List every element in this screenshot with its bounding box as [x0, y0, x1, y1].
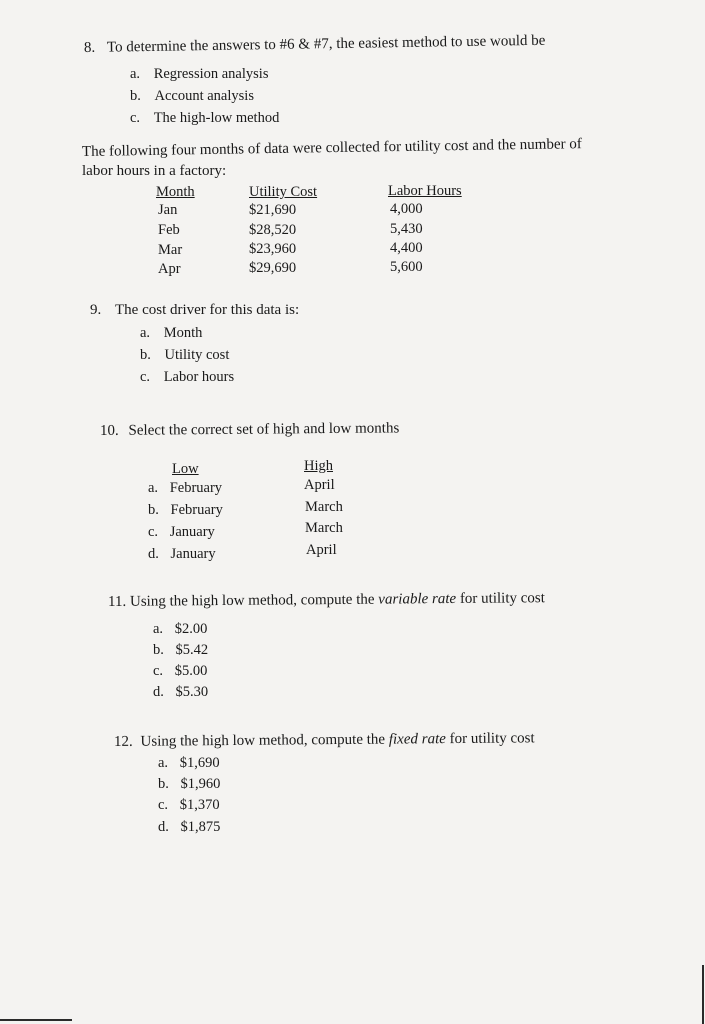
table-cell: Feb	[158, 222, 180, 238]
table-cell: 4,400	[390, 240, 423, 256]
table-header-month: Month	[156, 184, 195, 200]
table-cell: 5,430	[390, 221, 423, 237]
question-number: 9.	[90, 302, 102, 318]
table-cell: 4,000	[390, 201, 423, 217]
table-header-utility-cost: Utility Cost	[249, 184, 318, 200]
table-cell: Jan	[158, 202, 178, 218]
scan-edge-bottom	[0, 1019, 72, 1021]
scan-edge-right	[702, 965, 704, 1024]
question-9	[90, 302, 299, 319]
q8-option-c: c. The high-low method	[130, 110, 280, 126]
question-text: Using the high low method, compute the variable rate for utility cost	[129, 590, 545, 610]
q11-option-b: b. $5.42	[153, 642, 209, 658]
q10-header-high: High	[304, 458, 333, 474]
q12-option-a: a. $1,690	[158, 755, 220, 771]
question-text: Select the correct set of high and low months	[128, 420, 400, 439]
question-11	[108, 590, 545, 611]
table-cell: 5,600	[390, 259, 423, 275]
question-12	[114, 730, 535, 751]
question-text: Using the high low method, compute the fixed rate for utility cost	[140, 730, 535, 750]
q8-option-b: b. Account analysis	[130, 88, 254, 104]
q12-option-d: d. $1,875	[158, 819, 221, 835]
q10-header-low: Low	[172, 461, 199, 477]
question-number: 11.	[107, 593, 127, 610]
question-number: 8.	[83, 39, 96, 56]
q10-option-a: a. February	[148, 480, 223, 496]
q10-option-d: d. January	[148, 546, 216, 562]
intro-line-1: The following four months of data were collected for utility cost and the number of	[81, 136, 582, 160]
table-header-labor-hours: Labor Hours	[388, 183, 462, 199]
q10-option-c-high: March	[305, 520, 343, 536]
q12-option-c: c. $1,370	[158, 797, 220, 813]
question-number: 12.	[113, 733, 133, 750]
question-text: To determine the answers to #6 & #7, the easiest method to use would be	[106, 32, 546, 56]
q8-option-a: a. Regression analysis	[130, 66, 269, 82]
intro-line-2: labor hours in a factory:	[82, 163, 227, 179]
table-cell: $21,690	[249, 202, 297, 218]
question-10	[100, 420, 399, 440]
table-cell: $29,690	[249, 260, 297, 276]
question-number: 10.	[99, 422, 119, 439]
q11-option-d: d. $5.30	[153, 684, 209, 700]
q10-option-a-high: April	[304, 477, 335, 493]
q10-option-b-high: March	[305, 499, 343, 515]
question-8	[84, 33, 546, 57]
q11-option-c: c. $5.00	[153, 663, 208, 679]
q12-option-b: b. $1,960	[158, 776, 221, 792]
q10-option-d-high: April	[306, 542, 337, 558]
question-text: The cost driver for this data is:	[115, 302, 300, 318]
table-cell: $23,960	[249, 241, 297, 257]
table-cell: Apr	[158, 261, 181, 277]
table-cell: $28,520	[249, 222, 297, 238]
q10-option-b: b. February	[148, 502, 223, 518]
q9-option-a: a. Month	[140, 325, 203, 341]
q9-option-b: b. Utility cost	[140, 347, 230, 363]
table-cell: Mar	[158, 242, 183, 258]
q11-option-a: a. $2.00	[153, 621, 208, 637]
q10-option-c: c. January	[148, 524, 215, 540]
q9-option-c: c. Labor hours	[140, 369, 235, 385]
